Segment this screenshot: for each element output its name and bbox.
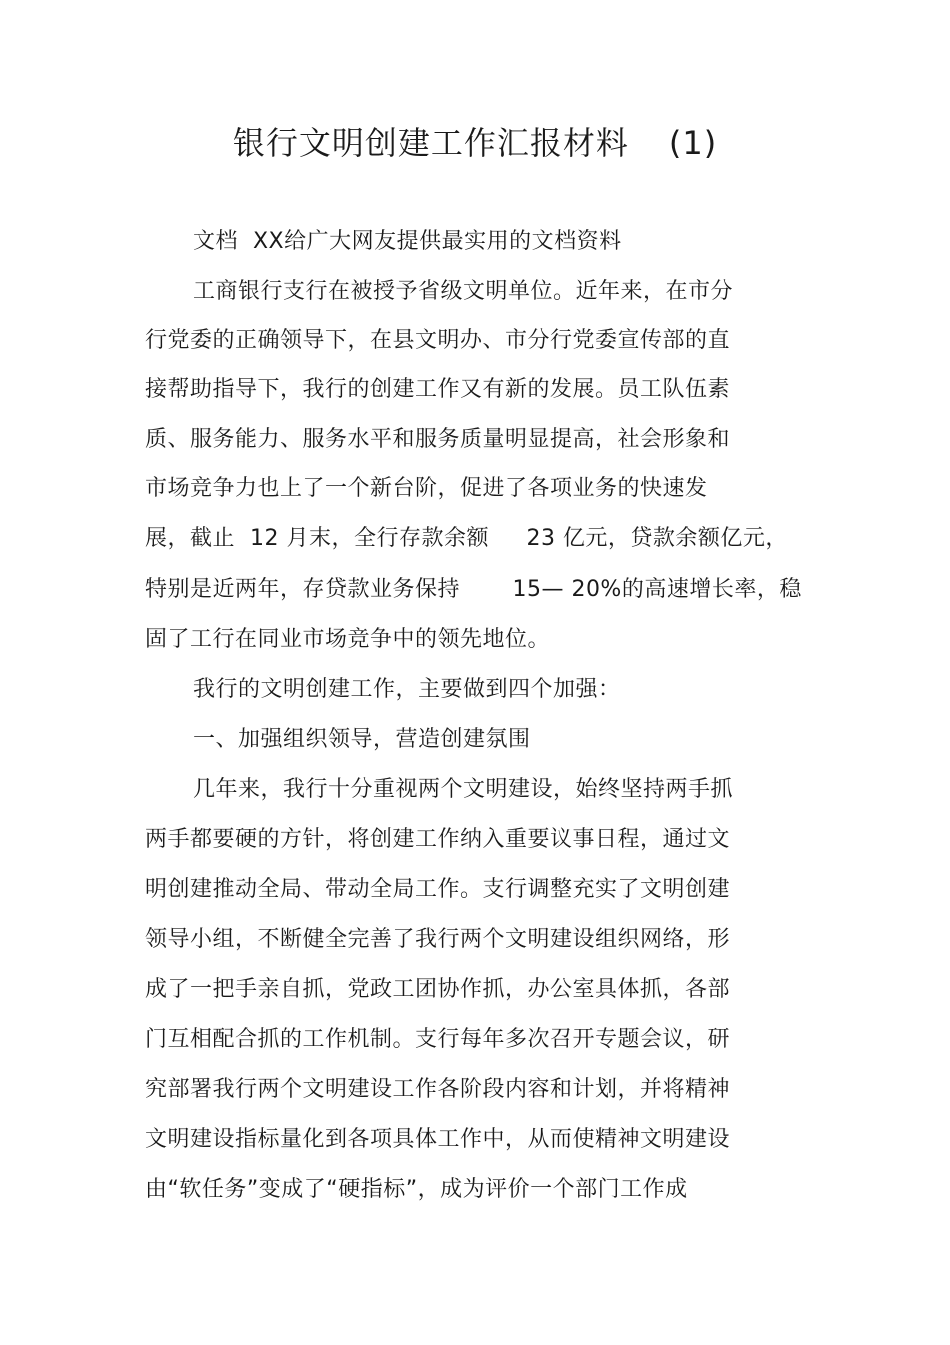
paragraph-line: 质、服务能力、服务水平和服务质量明显提高，社会形象和: [145, 427, 731, 452]
section-heading: 一、加强组织领导，营造创建氛围: [193, 727, 531, 752]
paragraph-line: 两手都要硬的方针，将创建工作纳入重要议事日程，通过文: [145, 827, 731, 852]
paragraph-line: 工商银行支行在被授予省级文明单位。近年来，在市分: [193, 279, 734, 304]
paragraph-line: 特别是近两年，存贷款业务保持 15— 20%的高速增长率，稳: [145, 577, 802, 602]
paragraph-line: 市场竞争力也上了一个新台阶，促进了各项业务的快速发: [145, 476, 708, 501]
paragraph-line: 固了工行在同业市场竞争中的领先地位。: [145, 627, 551, 652]
title-text: 银行文明创建工作汇报材料: [232, 124, 629, 162]
paragraph-line: 明创建推动全局、带动全局工作。支行调整充实了文明创建: [145, 877, 731, 902]
document-title: [0, 118, 950, 164]
paragraph-line: 文档 XX给广大网友提供最实用的文档资料: [193, 229, 622, 254]
paragraph-line: 行党委的正确领导下，在县文明办、市分行党委宣传部的直: [145, 328, 731, 353]
paragraph-line: 究部署我行两个文明建设工作各阶段内容和计划，并将精神: [145, 1077, 731, 1102]
paragraph-line: 文明建设指标量化到各项具体工作中，从而使精神文明建设: [145, 1127, 731, 1152]
paragraph-line: 展，截止 12 月末，全行存款余额 23 亿元，贷款余额亿元，: [145, 526, 788, 551]
paragraph-line: 领导小组，不断健全完善了我行两个文明建设组织网络，形: [145, 927, 731, 952]
paragraph-line: 成了一把手亲自抓，党政工团协作抓，办公室具体抓，各部: [145, 977, 731, 1002]
paragraph-line: 我行的文明创建工作，主要做到四个加强：: [193, 677, 621, 702]
paragraph-line: 接帮助指导下，我行的创建工作又有新的发展。员工队伍素: [145, 377, 731, 402]
paragraph-line: 几年来，我行十分重视两个文明建设，始终坚持两手抓: [193, 777, 734, 802]
title-suffix: (1): [668, 124, 718, 162]
paragraph-line: 由“软任务”变成了“硬指标”，成为评价一个部门工作成: [145, 1177, 688, 1202]
paragraph-line: 门互相配合抓的工作机制。支行每年多次召开专题会议，研: [145, 1027, 731, 1052]
